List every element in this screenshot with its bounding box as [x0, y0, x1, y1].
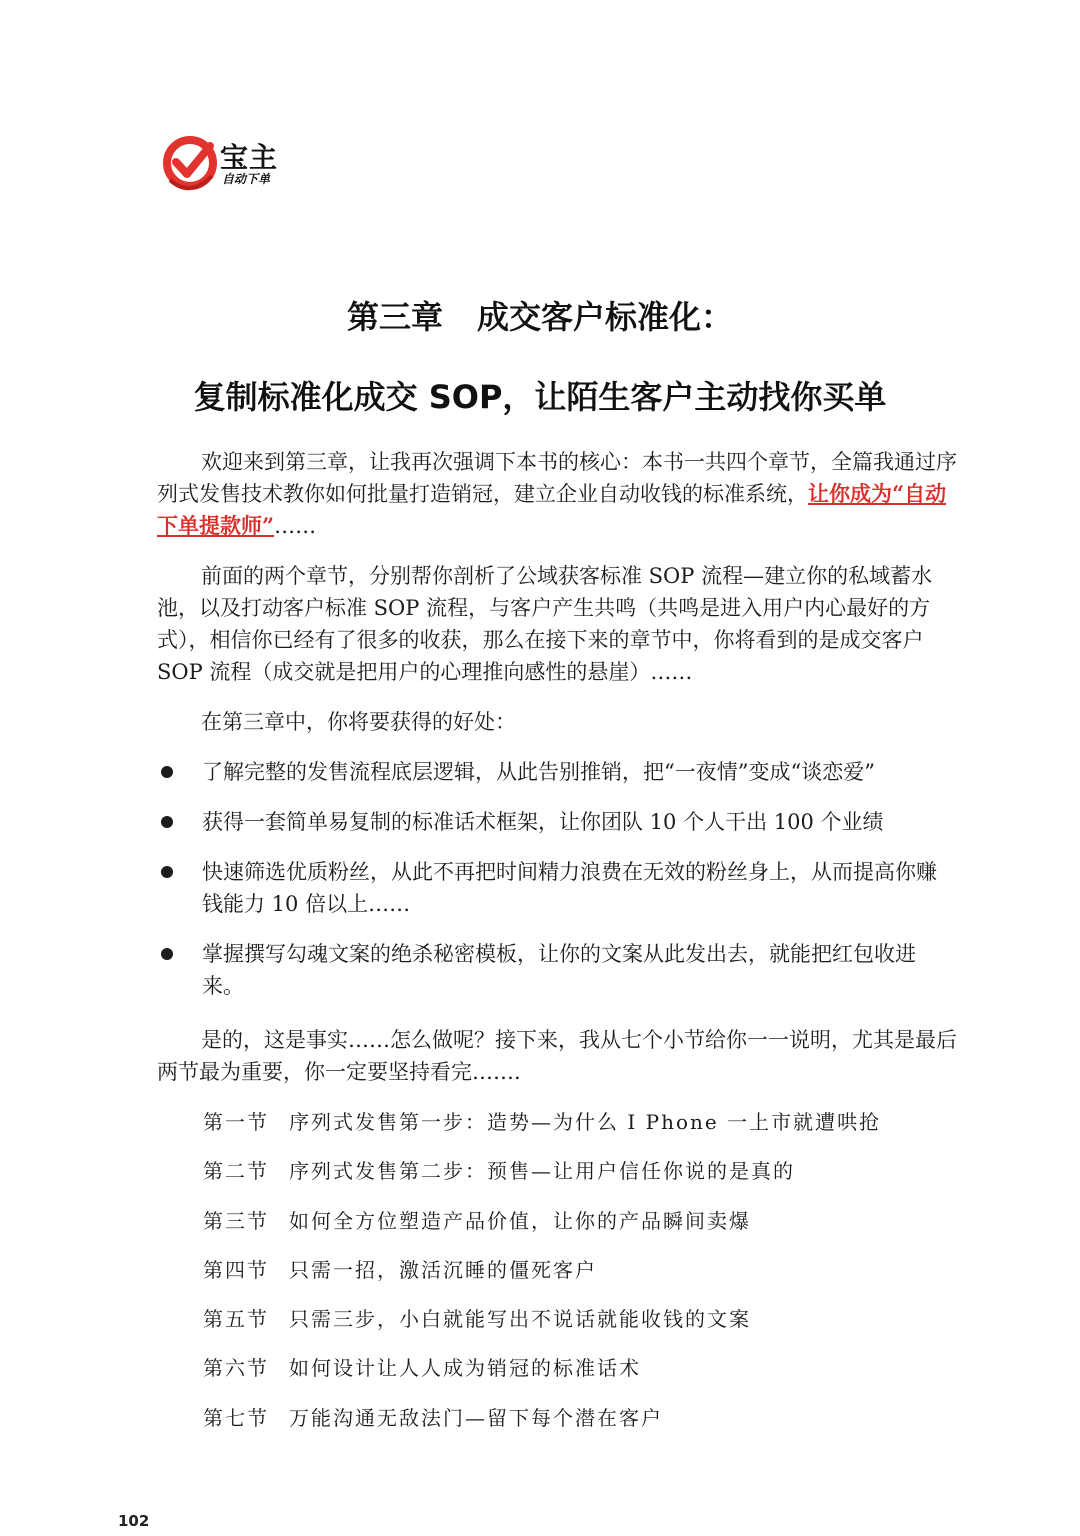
benefits-intro: [157, 706, 957, 738]
list-item: [157, 856, 957, 920]
chapter-topic: 成交客户标准化：: [477, 298, 734, 336]
chapter-number: 第三章: [346, 298, 443, 336]
check-circle-icon: [162, 132, 218, 194]
bullet-dot-icon: [161, 866, 173, 878]
section-number: 第一节: [203, 1110, 269, 1134]
list-item: [157, 806, 957, 838]
list-item: [157, 938, 957, 1002]
list-item: [157, 756, 957, 788]
bullet-text: 快速筛选优质粉丝，从此不再把时间精力浪费在无效的粉丝身上，从而提高你赚钱能力 10 倍以上……: [202, 860, 937, 916]
section-title: 序列式发售第二步：预售—让用户信任你说的是真的: [289, 1159, 795, 1184]
page-number: 102: [118, 1512, 150, 1530]
section-title: 只需一招，激活沉睡的僵死客户: [289, 1257, 597, 1282]
section-title: 如何全方位塑造产品价值，让你的产品瞬间卖爆: [289, 1208, 751, 1233]
intro-text: 欢迎来到第三章，让我再次强调下本书的核心：本书一共四个章节，全篇我通过序列式发售技术教你如何批量打造销冠，建立企业自动收钱的标准系统，: [157, 450, 957, 506]
closing-text: 是的，这是事实……怎么做呢？接下来，我从七个小节给你一一说明，尤其是最后两节最为重要，你一定要坚持看完…….: [157, 1028, 957, 1084]
bullet-text: 了解完整的发售流程底层逻辑，从此告别推销，把“一夜情”变成“谈恋爱”: [202, 760, 875, 784]
section-item: [203, 1252, 963, 1301]
section-item: [203, 1350, 963, 1399]
logo-name: 宝主: [220, 141, 279, 174]
section-title: 只需三步，小白就能写出不说话就能收钱的文案: [289, 1307, 751, 1332]
logo-tagline: 自动下单: [222, 172, 271, 186]
section-number: 第三节: [203, 1208, 269, 1233]
chapter-subtitle: 复制标准化成交 SOP，让陌生客户主动找你买单: [193, 378, 887, 416]
intro-paragraph: [157, 446, 957, 542]
review-paragraph: [157, 560, 957, 688]
bullet-text: 掌握撰写勾魂文案的绝杀秘密模板，让你的文案从此发出去，就能把红包收进来。: [202, 942, 916, 998]
section-title: 如何设计让人人成为销冠的标准话术: [289, 1356, 641, 1381]
chapter-title: [0, 292, 1080, 338]
section-item: [203, 1153, 963, 1202]
section-number: 第七节: [203, 1405, 269, 1430]
section-item: [203, 1400, 963, 1449]
section-number: 第四节: [203, 1257, 269, 1282]
brand-logo: [162, 130, 302, 196]
benefits-intro-text: 在第三章中，你将要获得的好处：: [201, 710, 516, 734]
section-number: 第二节: [203, 1159, 269, 1184]
bullet-text: 获得一套简单易复制的标准话术框架，让你团队 10 个人干出 100 个业绩: [202, 810, 884, 834]
section-list: [203, 1104, 963, 1449]
section-item: [203, 1203, 963, 1252]
intro-highlight: 让你成为“自动下单提款师”: [157, 481, 947, 538]
benefits-list: [157, 756, 957, 1020]
bullet-dot-icon: [161, 948, 173, 960]
section-title: 序列式发售第一步：造势—为什么 I Phone 一上市就遭哄抢: [289, 1110, 882, 1134]
closing-paragraph: [157, 1024, 957, 1088]
intro-tail: ……: [274, 514, 317, 538]
section-number: 第五节: [203, 1307, 269, 1332]
section-number: 第六节: [203, 1356, 269, 1381]
section-item: [203, 1104, 963, 1153]
bullet-dot-icon: [161, 816, 173, 828]
bullet-dot-icon: [161, 766, 173, 778]
review-text: 前面的两个章节，分别帮你剖析了公域获客标准 SOP 流程—建立你的私域蓄水池，以及打动客户标准 SOP 流程，与客户产生共鸣（共鸣是进入用户内心最好的方式），相信你已经有了很多的收获，那么在接下来的章节中，你将看到的是成交客户 SOP 流程（成交就是把用户的心理推向感性的悬崖）……: [157, 564, 933, 684]
section-item: [203, 1301, 963, 1350]
section-title: 万能沟通无敌法门—留下每个潜在客户: [289, 1405, 663, 1430]
